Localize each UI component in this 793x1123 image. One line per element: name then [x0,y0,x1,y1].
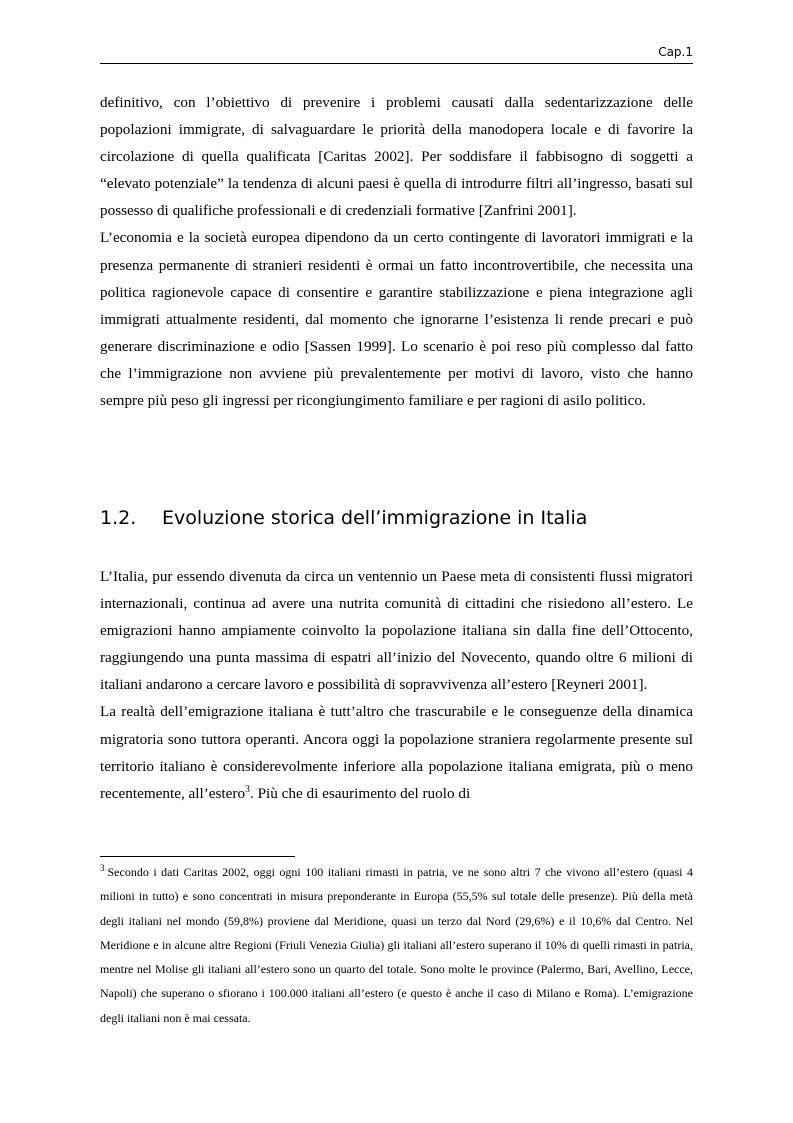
footnote-reference[interactable]: 3 [245,783,250,795]
paragraph [100,698,693,806]
footnote-mark: 3 [100,863,105,873]
chapter-label: Cap.1 [658,45,693,59]
footnote-text: Secondo i dati Caritas 2002, oggi ogni 100 italiani rimasti in patria, ve ne sono altri 7 che vivono all’estero (quasi 4 milioni in tutto) e sono concentrati in misura preponderante in Europa (55,5% sul totale delle presenze). Più della metà degli italiani nel mondo (59,8%) proviene dal Meridione, quasi un terzo dal Nord (29,6%) e il 10,6% dal Centro. Nel Meridione e in alcune altre Regioni (Friuli Venezia Giulia) gli italiani all’estero superano il 10% di quelli rimasti in patria, mentre nel Molise gli italiani all’estero sono un quarto del totale. Sono molte le province (Palermo, Bari, Avellino, Lecce, Napoli) che superano o sfiorano i 100.000 italiani all’estero (e questo è anche il caso di Milano e Roma). L’emigrazione degli italiani non è mai cessata. [100,865,693,1025]
paragraph: L’economia e la società europea dipendono da un certo contingente di lavoratori immigrati e la presenza permanente di stranieri residenti è ormai un fatto incontrovertibile, che necessita una politica ragionevole capace di consentire e garantire stabilizzazione e piena integrazione agli immigrati attualmente residenti, dal momento che ignorarne l’esistenza li rende precari e può generare discriminazione e odio [Sassen 1999]. Lo scenario è poi reso più complesso dal fatto che l’immigrazione non avviene più prevalentemente per motivi di lavoro, visto che hanno sempre più peso gli ingressi per ricongiungimento familiare e per ragioni di asilo politico. [100,229,693,410]
paragraph-text: La realtà dell’emigrazione italiana è tutt’altro che trascurabile e le conseguenze della dinamica migratoria sono tuttora operanti. Ancora oggi la popolazione straniera regolarmente presente sul territorio italiano è considerevolmente inferiore alla popolazione italiana emigrata, più o meno recentemente, all’estero [100,703,693,802]
footnote [100,860,693,1030]
section-number: 1.2. [100,507,137,529]
section-title: Evoluzione storica dell’immigrazione in Italia [162,507,588,529]
paragraph: L’Italia, pur essendo divenuta da circa un ventennio un Paese meta di consistenti flussi migratori internazionali, continua ad avere una nutrita comunità di cittadini che risiedono all’estero. Le emigrazioni hanno ampiamente coinvolto la popolazione italiana sin dalla fine dell’Ottocento, raggiungendo una punta massima di espatri all’inizio del Novecento, quando oltre 6 milioni di italiani andarono a cercare lavoro e possibilità di sopravvivenza all’estero [Reyneri 2001]. [100,568,693,694]
section-text [100,563,693,807]
intro-text [100,89,693,414]
paragraph: definitivo, con l’obiettivo di prevenire i problemi causati dalla sedentarizzazione delle popolazioni immigrate, di salvaguardare le priorità della manodopera locale e di favorire la circolazione di quella qualificata [Caritas 2002]. Per soddisfare il fabbisogno di soggetti a “elevato potenziale” la tendenza di alcuni paesi è quella di introdurre filtri all’ingresso, basati sul possesso di qualifiche professionali e di credenziali formative [Zanfrini 2001]. [100,94,693,220]
paragraph-text: . Più che di esaurimento del ruolo di [249,784,471,802]
header-rule [100,63,693,64]
section-heading [100,507,693,529]
footnote-rule [100,856,295,857]
